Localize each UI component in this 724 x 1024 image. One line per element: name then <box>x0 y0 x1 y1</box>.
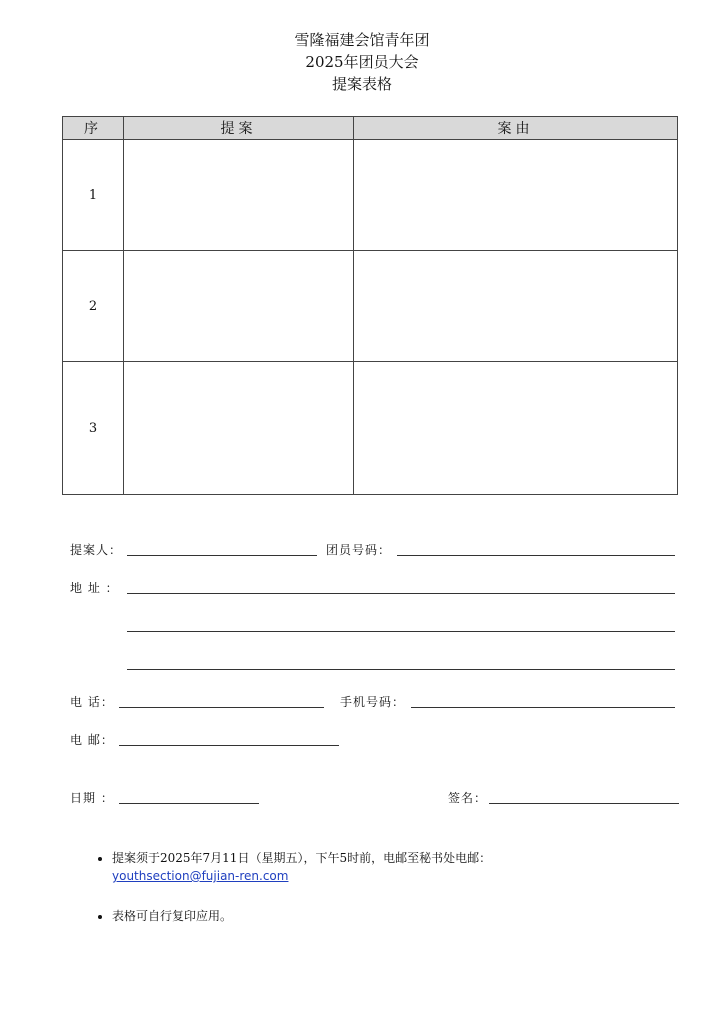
address-field-line-3[interactable] <box>127 669 675 670</box>
table-row <box>63 140 678 251</box>
member-number-label: 团员号码： <box>326 543 392 557</box>
form-title: 提案表格 <box>331 75 392 93</box>
reason-cell[interactable] <box>354 140 678 251</box>
table-row <box>63 362 678 495</box>
submission-note: 提案须于2025年7月11日（星期五），下午5时前，电邮至秘书处电邮： <box>112 851 492 865</box>
list-item <box>112 849 672 885</box>
mobile-label: 手机号码： <box>340 695 406 709</box>
email-link[interactable]: youthsection@fujian-ren.com <box>112 869 289 883</box>
proposal-table <box>62 116 678 495</box>
email-label: 电 邮： <box>70 733 114 747</box>
row-number: 1 <box>63 140 124 251</box>
signature-label: 签名： <box>448 791 488 805</box>
proposal-cell[interactable] <box>124 251 354 362</box>
member-number-field[interactable] <box>397 555 675 556</box>
reason-cell[interactable] <box>354 362 678 495</box>
date-label: 日期 ： <box>70 791 114 805</box>
table-header-row <box>63 117 678 140</box>
mobile-field[interactable] <box>411 707 675 708</box>
list-item <box>112 907 672 925</box>
meeting-title: 2025年团员大会 <box>305 53 419 71</box>
address-label: 地 址 ： <box>70 581 119 595</box>
date-field[interactable] <box>119 803 259 804</box>
notes-list <box>90 849 672 947</box>
proposal-cell[interactable] <box>124 140 354 251</box>
address-field-line-1[interactable] <box>127 593 675 594</box>
address-field-line-2[interactable] <box>127 631 675 632</box>
photocopy-note: 表格可自行复印应用。 <box>112 909 233 923</box>
phone-field[interactable] <box>119 707 324 708</box>
header-reason: 案由 <box>354 117 678 140</box>
row-number: 3 <box>63 362 124 495</box>
header-proposal: 提案 <box>124 117 354 140</box>
reason-cell[interactable] <box>354 251 678 362</box>
proposer-label: 提案人： <box>70 543 123 557</box>
row-number: 2 <box>63 251 124 362</box>
signature-field[interactable] <box>489 803 679 804</box>
organization-title: 雪隆福建会馆青年团 <box>294 31 430 49</box>
proposer-field[interactable] <box>127 555 317 556</box>
table-row <box>63 251 678 362</box>
proposal-cell[interactable] <box>124 362 354 495</box>
email-field[interactable] <box>119 745 339 746</box>
header-seq: 序 <box>63 117 124 140</box>
phone-label: 电 话： <box>70 695 114 709</box>
